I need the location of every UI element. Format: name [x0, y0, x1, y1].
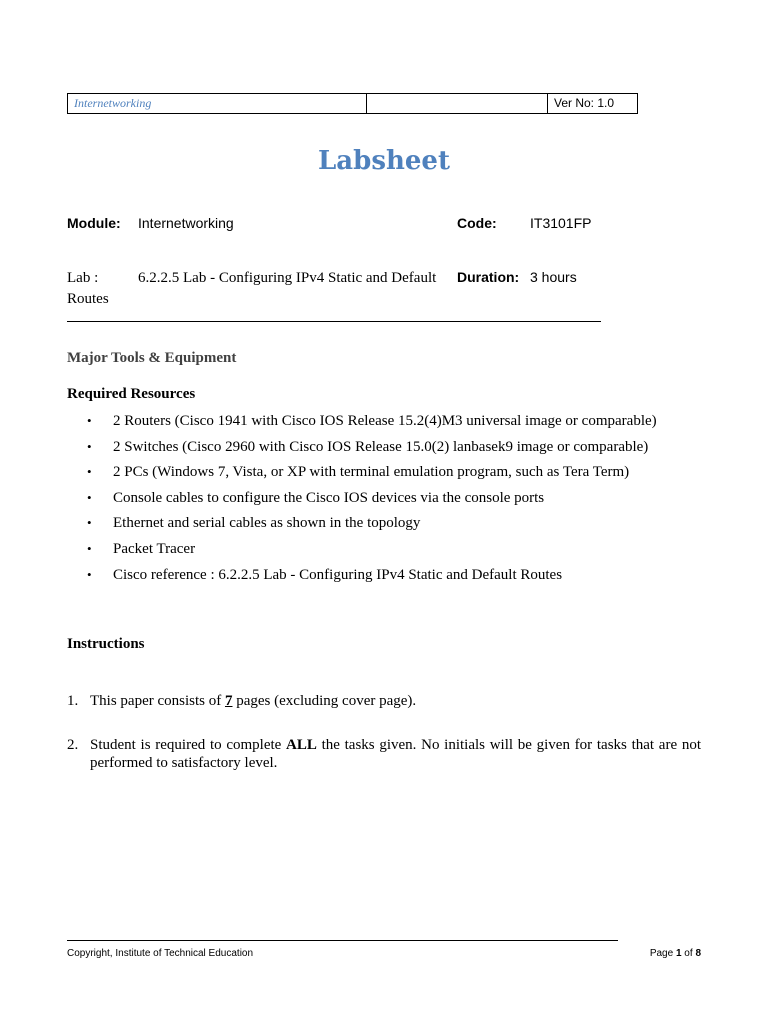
page-title: Labsheet [318, 146, 450, 176]
instruction-item-1: 1. This paper consists of 7 pages (excluding cover page). [67, 693, 417, 709]
list-item: • 2 Switches (Cisco 2960 with Cisco IOS Release 15.0(2) lanbasek9 image or comparable) [67, 436, 657, 462]
bullet-icon: • [87, 540, 92, 556]
lab-value-line2: Routes [67, 291, 109, 307]
instructions-heading: Instructions [67, 636, 145, 652]
bullet-icon: • [87, 413, 92, 428]
instruction-number: 2. [67, 737, 79, 753]
header-version: Ver No: 1.0 [554, 96, 615, 110]
bullet-icon: • [87, 438, 92, 454]
list-item: • Packet Tracer [67, 538, 657, 564]
emphasis-all: ALL [286, 737, 317, 753]
module-value: Internetworking [138, 215, 234, 231]
module-label: Module: [67, 215, 121, 231]
lab-label: Lab : [67, 270, 99, 286]
tools-heading: Major Tools & Equipment [67, 350, 237, 366]
header-blank-cell [367, 94, 548, 113]
bullet-icon: • [87, 515, 92, 531]
bullet-icon: • [87, 489, 92, 505]
duration-label: Duration: [457, 269, 520, 285]
code-label: Code: [457, 215, 497, 231]
list-item: • Console cables to configure the Cisco IOS devices via the console ports [67, 487, 657, 513]
header-table [67, 93, 638, 114]
list-item: • 2 Routers (Cisco 1941 with Cisco IOS Release 15.2(4)M3 universal image or comparable) [67, 410, 657, 436]
info-divider [67, 321, 601, 322]
footer-divider [67, 940, 618, 941]
page-count: 7 [224, 693, 233, 709]
list-item: • 2 PCs (Windows 7, Vista, or XP with terminal emulation program, such as Tera Term) [67, 461, 657, 487]
code-value: IT3101FP [530, 215, 592, 231]
lab-value-line1: 6.2.2.5 Lab - Configuring IPv4 Static and Default [138, 270, 437, 286]
list-item: • Ethernet and serial cables as shown in the topology [67, 512, 657, 538]
list-item: • Cisco reference : 6.2.2.5 Lab - Configuring IPv4 Static and Default Routes [67, 564, 657, 590]
bullet-icon: • [87, 464, 92, 480]
resources-list [67, 410, 657, 589]
duration-value: 3 hours [530, 269, 577, 285]
header-course: Internetworking [68, 94, 367, 113]
instruction-number: 1. [67, 693, 79, 709]
instruction-item-2: 2. Student is required to complete ALL the tasks given. No initials will be given for tasks that are not performed to satisfactory level. [67, 737, 701, 771]
resources-heading: Required Resources [67, 386, 196, 402]
footer-copyright: Copyright, Institute of Technical Education [67, 948, 254, 959]
page-number: Page 1 of 8 [649, 948, 701, 959]
bullet-icon: • [87, 566, 92, 582]
